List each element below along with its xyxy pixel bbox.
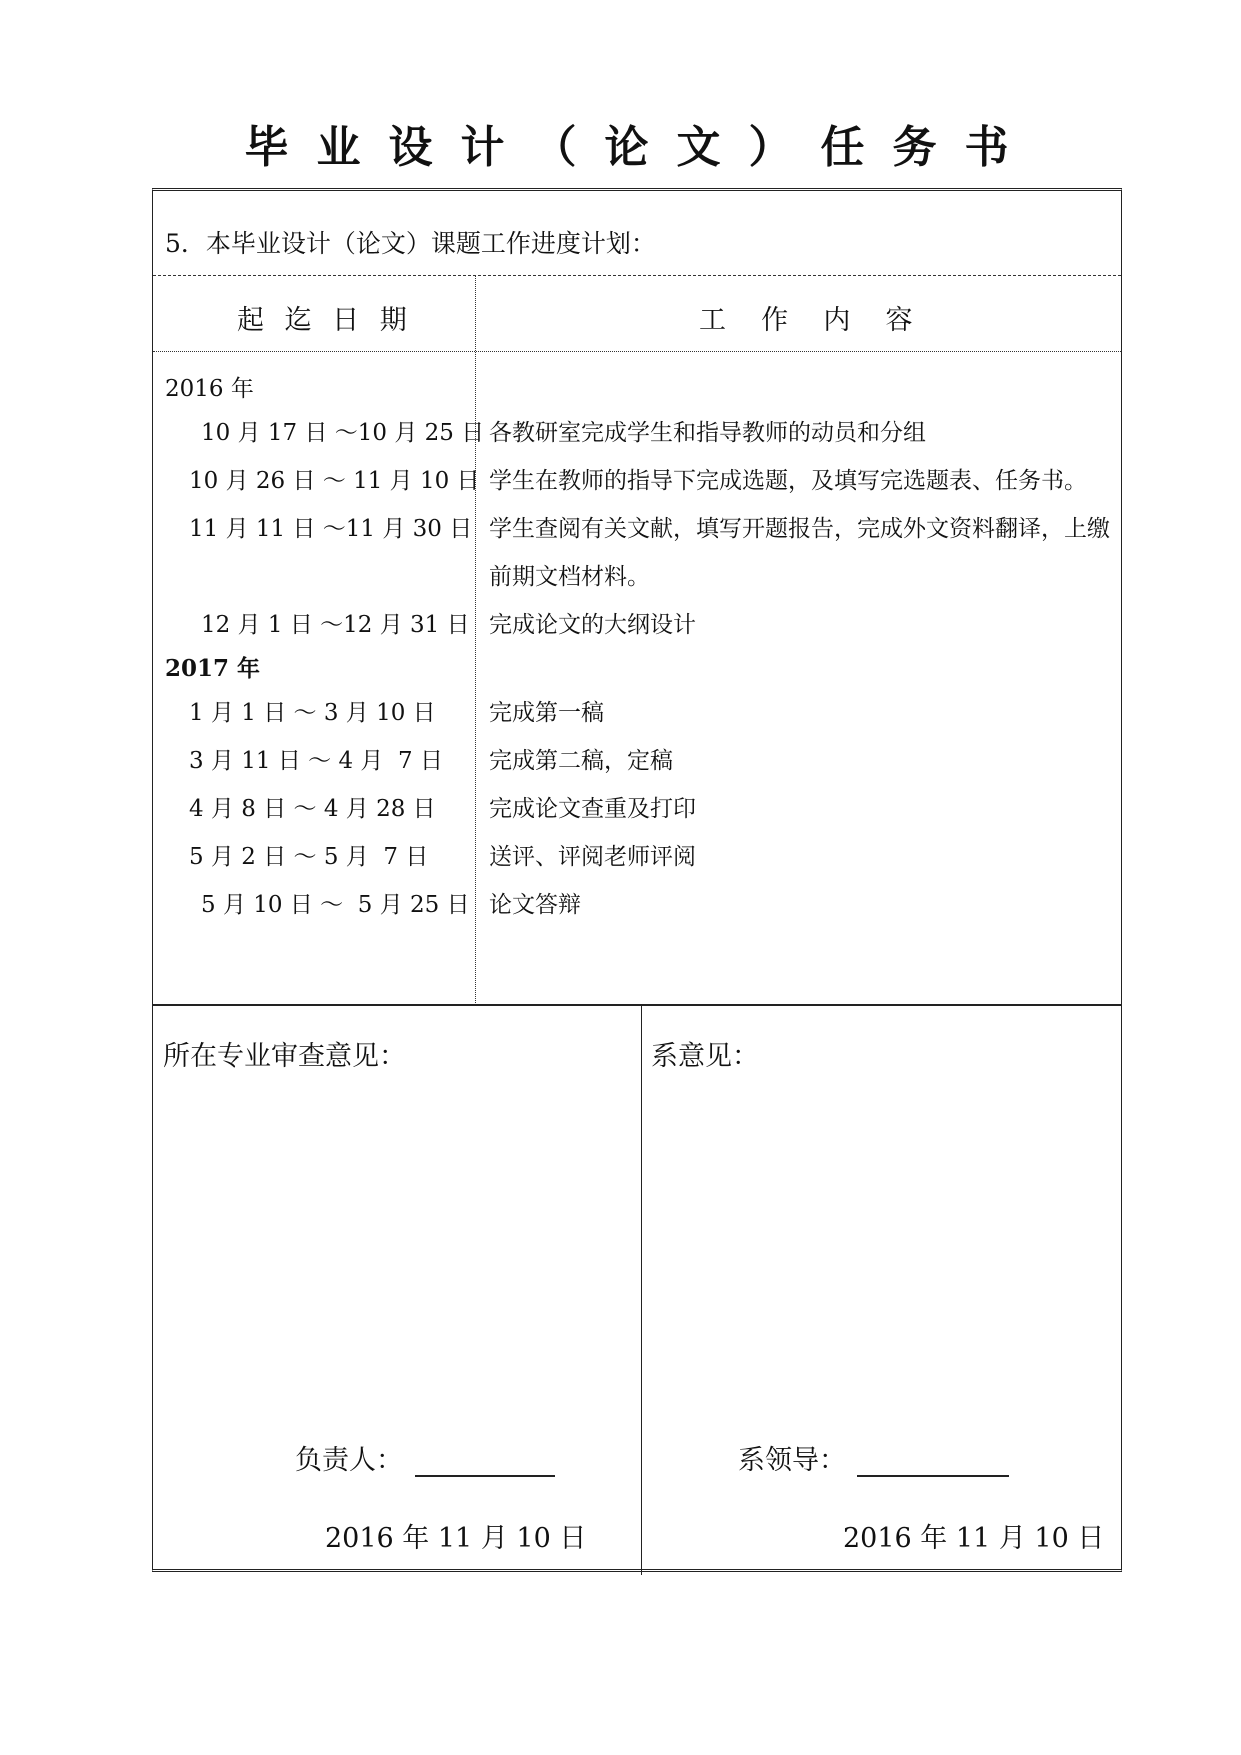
schedule-row-task: 完成论文的大纲设计 <box>489 612 696 638</box>
schedule-row-task: 论文答辩 <box>489 892 581 918</box>
schedule-row-task: 完成第一稿 <box>489 700 604 726</box>
header-divider <box>153 351 1121 352</box>
review-divider <box>153 1004 1121 1006</box>
schedule-row-task: 各教研室完成学生和指导教师的动员和分组 <box>489 420 926 446</box>
schedule-row-task: 学生在教师的指导下完成选题，及填写完选题表、任务书。 <box>489 468 1087 494</box>
year-label-2016: 2016 年 <box>165 376 254 402</box>
schedule-row-task: 完成第二稿，定稿 <box>489 748 673 774</box>
schedule-row-date: 1 月 1 日 ～ 3 月 10 日 <box>189 700 436 726</box>
column-header-work: 工 作 内 容 <box>699 305 919 336</box>
column-divider <box>475 275 476 1003</box>
department-opinion-label: 系意见： <box>651 1041 759 1072</box>
major-signature-line[interactable] <box>415 1475 555 1477</box>
heading-divider <box>153 275 1121 276</box>
major-review-date: 2016 年 11 月 10 日 <box>325 1523 587 1554</box>
review-column-divider <box>641 1006 642 1575</box>
schedule-row-date: 11 月 11 日 ～11 月 30 日 <box>189 516 473 542</box>
schedule-row-task: 学生查阅有关文献，填写开题报告，完成外文资料翻译，上缴前期文档材料。 <box>489 516 1110 590</box>
column-header-date: 起 迄 日 期 <box>237 305 413 336</box>
schedule-row-date: 4 月 8 日 ～ 4 月 28 日 <box>189 796 436 822</box>
schedule-heading: 5．本毕业设计（论文）课题工作进度计划： <box>165 229 656 258</box>
schedule-row-date: 12 月 1 日 ～12 月 31 日 <box>201 612 470 638</box>
schedule-row-date: 10 月 26 日 ～ 11 月 10 日 <box>189 468 480 494</box>
department-signer-label: 系领导： <box>738 1445 846 1476</box>
schedule-row-date: 3 月 11 日 ～ 4 月 7 日 <box>189 748 443 774</box>
schedule-row-task: 完成论文查重及打印 <box>489 796 696 822</box>
document-title: 毕业设计（论文）任务书 <box>244 122 1037 173</box>
schedule-row-date: 5 月 2 日 ～ 5 月 7 日 <box>189 844 429 870</box>
department-signature-line[interactable] <box>857 1475 1009 1477</box>
task-form-table <box>152 188 1122 1572</box>
schedule-row-task: 送评、评阅老师评阅 <box>489 844 696 870</box>
schedule-row-date: 10 月 17 日 ～10 月 25 日 <box>201 420 485 446</box>
major-review-label: 所在专业审查意见： <box>163 1041 406 1072</box>
schedule-row-date: 5 月 10 日 ～ 5 月 25 日 <box>201 892 470 918</box>
year-label-2017: 2017 年 <box>165 655 261 682</box>
department-review-date: 2016 年 11 月 10 日 <box>843 1523 1105 1554</box>
major-signer-label: 负责人： <box>295 1445 403 1476</box>
